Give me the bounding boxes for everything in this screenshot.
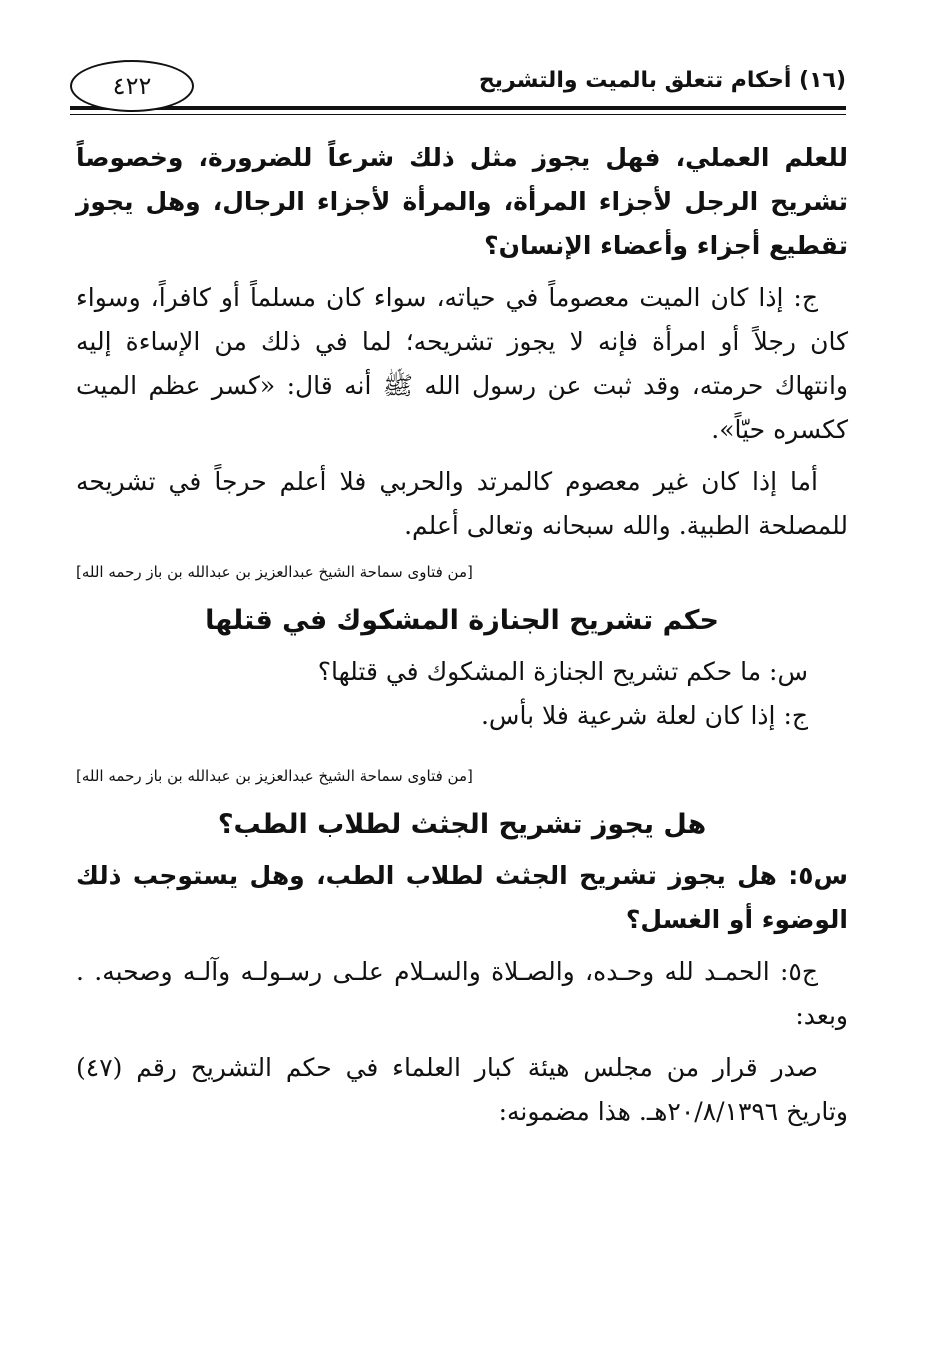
answer-line: ج: إذا كان لعلة شرعية فلا بأس. — [480, 701, 808, 730]
section-heading: حكم تشريح الجنازة المشكوك في قتلها — [205, 605, 719, 636]
page-header — [70, 46, 846, 126]
answer-paragraph: ج: إذا كان الميت معصوماً في حياته، سواء كان مسلماً أو كافراً، وسواء كان رجلاً أو امرأة فإنه لا يجوز تشريحه؛ لما في ذلك من الإساءة إليه وانتهاك حرمته، وقد ثبت عن رسول الله ﷺ أنه قال: «كسر عظم الميت ككسره حيّاً». — [76, 283, 848, 444]
header-rule-thin — [70, 114, 846, 115]
question-line: س: ما حكم تشريح الجنازة المشكوك في قتلها؟ — [317, 657, 808, 686]
source-citation — [76, 560, 848, 584]
source-citation-text: [من فتاوى سماحة الشيخ عبدالعزيز بن عبدالله بن باز رحمه الله] — [76, 767, 473, 785]
question-continuation: للعلم العملي، فهل يجوز مثل ذلك شرعاً للضرورة، وخصوصاً تشريح الرجل لأجزاء المرأة، والمرأة لأجزاء الرجال، وهل يجوز تقطيع أجزاء وأعضاء الإنسان؟ — [76, 143, 848, 260]
source-citation — [76, 764, 848, 788]
source-citation-text: [من فتاوى سماحة الشيخ عبدالعزيز بن عبدالله بن باز رحمه الله] — [76, 563, 473, 581]
page-number: ٤٢٢ — [70, 60, 194, 112]
header-rule-thick — [70, 106, 846, 110]
section-heading: هل يجوز تشريح الجثث لطلاب الطب؟ — [217, 809, 707, 840]
question-paragraph: س٥: هل يجوز تشريح الجثث لطلاب الطب، وهل يستوجب ذلك الوضوء أو الغسل؟ — [76, 861, 848, 934]
body-paragraph: صدر قرار من مجلس هيئة كبار العلماء في حكم التشريح رقم (٤٧) وتاريخ ٢٠/٨/١٣٩٦هـ. هذا مضمونه: — [76, 1053, 848, 1126]
answer-paragraph-2: أما إذا كان غير معصوم كالمرتد والحربي فلا أعلم حرجاً في تشريحه للمصلحة الطبية. والله سبحانه وتعالى أعلم. — [76, 467, 848, 540]
page-content — [76, 136, 848, 1134]
answer-paragraph: ج٥: الحمـد لله وحـده، والصـلاة والسـلام علـى رسـولـه وآلـه وصحبه. . وبعد: — [76, 957, 848, 1030]
running-title: (١٦) أحكام تتعلق بالميت والتشريح — [478, 68, 846, 93]
